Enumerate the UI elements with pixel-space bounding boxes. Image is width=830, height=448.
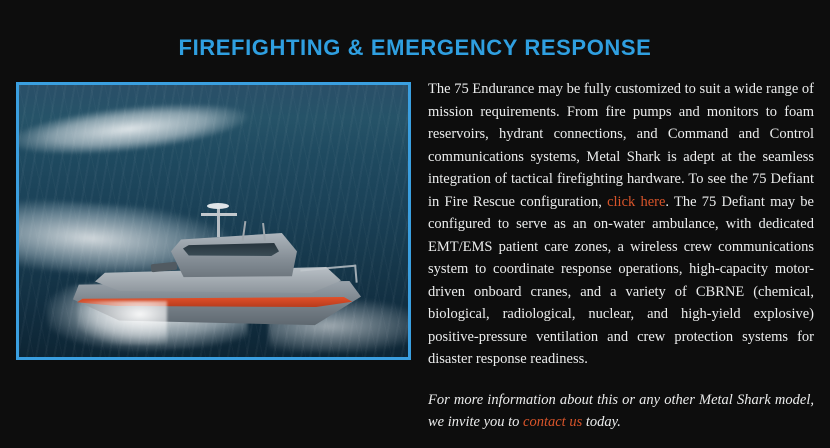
closing-paragraph bbox=[428, 389, 814, 434]
page-title: FIREFIGHTING & EMERGENCY RESPONSE bbox=[178, 34, 652, 60]
radar-icon bbox=[207, 203, 229, 209]
closing-text-part2: today. bbox=[582, 414, 621, 430]
mast-shape bbox=[217, 207, 220, 237]
forward-mount-shape bbox=[151, 262, 178, 273]
mast-crossbar bbox=[201, 213, 237, 216]
body-text-part1: The 75 Endurance may be fully customized to suit a wide range of mission requirements. From fire pumps and monitors to foam reservoirs, hydrant connections, and Command and Control communications systems, Metal Shark is adept at the seamless integration of tactical firefighting hardware. To see the 75 Defiant in Fire Rescue configuration, bbox=[428, 81, 814, 210]
pilothouse-windows bbox=[183, 243, 279, 256]
boat-photo bbox=[16, 82, 411, 360]
content-area bbox=[0, 78, 830, 430]
text-column bbox=[428, 78, 814, 448]
contact-us-link[interactable]: contact us bbox=[523, 414, 583, 430]
bow-spray-icon bbox=[77, 301, 167, 345]
closing-text-part1: For more information about this or any other Metal Shark model, we invite you to bbox=[428, 391, 814, 430]
pilothouse-shape bbox=[171, 233, 297, 279]
click-here-link[interactable]: click here bbox=[607, 193, 666, 210]
body-text-part2: . The 75 Defiant may be configured to serve as an on-water ambulance, with dedicated EMT/EMS patient care zones, a wireless crew communications system to coordinate response operations, high-capacity motor-driven onboard cranes, and a variety of CBRNE (chemical, biological, radiological, nuclear, and high-yield explosive) positive-pressure ventilation and crew protection systems for disaster response readiness. bbox=[428, 193, 814, 367]
vessel-illustration bbox=[67, 205, 367, 345]
body-paragraph bbox=[428, 78, 814, 371]
